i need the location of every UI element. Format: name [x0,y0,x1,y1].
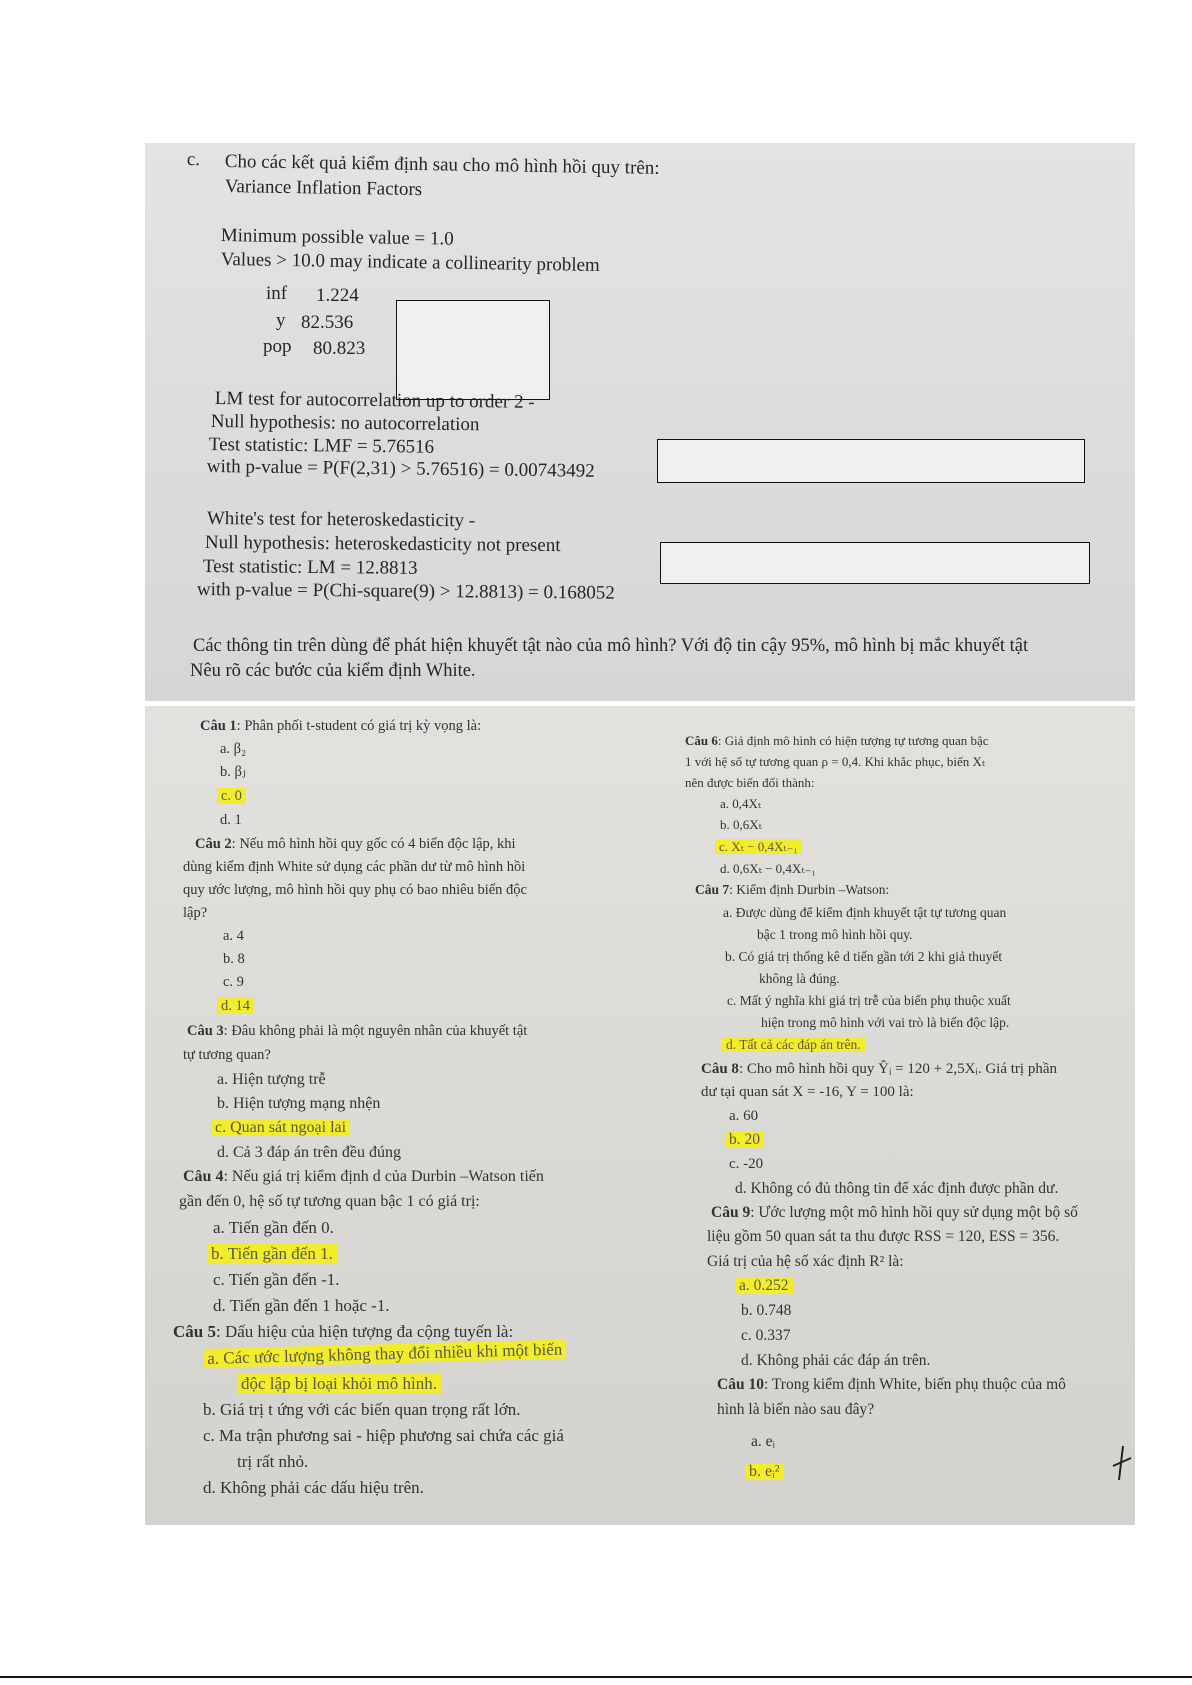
option-c-highlighted[interactable]: c. 0 [217,788,246,805]
lm-pvalue: with p-value = P(F(2,31) > 5.76516) = 0.00743492 [206,456,595,482]
vif-name: inf [266,283,288,304]
option-c[interactable]: c. -20 [729,1156,764,1172]
question-6: Câu 6: Giả định mô hình có hiện tượng tự tương quan bậc [685,733,989,748]
question-3: Câu 3: Đâu không phải là một nguyên nhân của khuyết tật [187,1023,528,1039]
question-5: Câu 5: Dấu hiệu của hiện tượng đa cộng tuyến là: [173,1322,514,1341]
option-c[interactable]: c. Tiến gần đến -1. [213,1270,340,1289]
option-a[interactable]: a. Hiện tượng trễ [217,1071,326,1088]
pen-mark-icon [1109,1444,1135,1484]
option-d[interactable]: d. 1 [220,812,242,828]
option-b[interactable]: b. 8 [223,951,245,967]
vif-value: 82.536 [301,312,354,333]
option-c[interactable]: c. Ma trận phương sai - hiệp phương sai chứa các giá [203,1426,564,1445]
option-b[interactable]: b. Hiện tượng mạng nhện [217,1095,381,1112]
option-b-highlighted[interactable]: b. Tiến gần đến 1. [207,1244,337,1264]
vif-value: 80.823 [313,338,366,359]
page-edge [1135,706,1141,1525]
vif-note: Values > 10.0 may indicate a collinearity problem [220,249,600,276]
question-text: quy ước lượng, mô hình hồi quy phụ có bao nhiêu biến độc [183,882,527,898]
option-b[interactable]: b. Có giá trị thống kê d tiến gần tới 2 khi giả thuyết [725,949,1003,964]
question-text: 1 với hệ số tự tương quan ρ = 0,4. Khi khắc phục, biến Xₜ [685,754,986,769]
question-text: liệu gồm 50 quan sát ta thu được RSS = 120, ESS = 356. [707,1228,1060,1245]
option-c-highlighted[interactable]: c. Xₜ − 0,4Xₜ₋₁ [715,839,802,855]
option-a-continued: bậc 1 trong mô hình hồi quy. [757,927,913,942]
option-d[interactable]: d. 0,6Xₜ − 0,4Xₜ₋₁ [720,861,816,876]
lm-title: LM test for autocorrelation up to order 2 - [214,388,535,413]
question-text: gần đến 0, hệ số tự tương quan bậc 1 có giá trị: [179,1193,480,1210]
question-1: Câu 1: Phân phối t-student có giá trị kỳ vọng là: [200,718,482,734]
option-a[interactable]: a. Tiến gần đến 0. [213,1218,334,1237]
option-c[interactable]: c. 0.337 [741,1327,791,1344]
option-b-highlighted[interactable]: b. 20 [725,1131,764,1149]
exercise-label: c. [186,149,201,171]
question-8: Câu 8: Cho mô hình hồi quy Ŷᵢ = 120 + 2,5Xᵢ. Giá trị phần [701,1061,1057,1077]
question-text: hình là biến nào sau đây? [717,1401,875,1418]
option-a-continued: độc lập bị loại khỏi mô hình. [237,1374,441,1394]
vif-min: Minimum possible value = 1.0 [220,225,454,250]
option-b-highlighted[interactable]: b. eᵢ² [745,1463,784,1481]
option-d[interactable]: d. Cả 3 đáp án trên đều đúng [217,1144,401,1161]
option-b[interactable]: b. Giá trị t ứng với các biến quan trọng rất lớn. [203,1400,521,1419]
option-d-highlighted[interactable]: d. Tất cả các đáp án trên. [722,1037,865,1053]
option-c[interactable]: c. 9 [223,974,244,990]
lm-stat: Test statistic: LMF = 5.76516 [208,434,435,458]
vif-name: pop [263,336,292,357]
question-text: tự tương quan? [183,1047,271,1063]
option-d[interactable]: d. Không phải các dấu hiệu trên. [203,1478,424,1497]
white-pvalue: with p-value = P(Chi-square(9) > 12.8813) = 0.168052 [196,579,615,604]
option-a-highlighted[interactable]: a. Các ước lượng không thay đổi nhiều khi một biến [203,1339,567,1368]
option-b[interactable]: b. βⱼ [220,764,246,780]
white-title: White's test for heteroskedasticity - [206,508,476,532]
photo-exercise-c [145,143,1142,701]
option-b[interactable]: b. 0.748 [741,1302,792,1319]
question-text: dư tại quan sát X = -16, Y = 100 là: [701,1084,914,1100]
vif-value: 1.224 [316,285,359,306]
question-10: Câu 10: Trong kiểm định White, biến phụ thuộc của mô [717,1376,1066,1393]
white-stat: Test statistic: LM = 12.8813 [202,556,418,579]
photo-quiz [145,706,1141,1525]
question-2: Câu 2: Nếu mô hình hồi quy gốc có 4 biến độc lập, khi [195,836,516,852]
white-null: Null hypothesis: heteroskedasticity not present [204,532,561,557]
option-c-highlighted[interactable]: c. Quan sát ngoại lai [211,1119,350,1137]
question-7: Câu 7: Kiểm định Durbin –Watson: [695,882,890,897]
option-c[interactable]: c. Mất ý nghĩa khi giá trị trễ của biến phụ thuộc xuất [727,993,1011,1008]
question-text: dùng kiểm định White sử dụng các phần dư từ mô hình hồi [183,859,526,875]
option-d[interactable]: d. Không phải các đáp án trên. [741,1352,931,1369]
option-d-highlighted[interactable]: d. 14 [217,998,254,1015]
question-text: nên được biến đổi thành: [685,775,815,790]
answer-box[interactable] [660,542,1090,584]
option-d[interactable]: d. Không có đủ thông tin để xác định được phần dư. [735,1180,1059,1197]
option-a[interactable]: a. Được dùng để kiểm định khuyết tật tự tương quan [723,905,1007,920]
vif-name: y [276,310,286,331]
question-9: Câu 9: Ước lượng một mô hình hồi quy sử dụng một bộ số [711,1204,1078,1221]
lm-null: Null hypothesis: no autocorrelation [210,411,480,436]
page-edge [1135,143,1142,701]
option-a[interactable]: a. 4 [223,928,244,944]
exercise-question: Các thông tin trên dùng để phát hiện khuyết tật nào của mô hình? Với độ tin cậy 95%, mô hình bị mắc khuyết tật [193,636,1029,656]
option-c-continued: hiện trong mô hình với vai trò là biến độc lập. [761,1015,1010,1030]
option-a[interactable]: a. 60 [729,1108,759,1124]
option-a[interactable]: a. β₂ [220,741,247,757]
option-a[interactable]: a. 0,4Xₜ [720,796,762,811]
question-text: Giá trị của hệ số xác định R² là: [707,1253,904,1270]
question-4: Câu 4: Nếu giá trị kiểm định d của Durbin –Watson tiến [183,1168,544,1185]
option-d[interactable]: d. Tiến gần đến 1 hoặc -1. [213,1296,390,1315]
answer-box[interactable] [396,300,550,400]
option-c-continued: trị rất nhỏ. [237,1452,309,1471]
option-a-highlighted[interactable]: a. 0.252 [735,1277,793,1295]
option-a[interactable]: a. eᵢ [751,1433,776,1450]
exercise-question-steps: Nêu rõ các bước của kiểm định White. [190,661,476,681]
option-b[interactable]: b. 0,6Xₜ [720,817,762,832]
exercise-intro: Cho các kết quả kiểm định sau cho mô hình hồi quy trên: [224,151,660,179]
question-text: lập? [183,905,208,921]
answer-box[interactable] [657,439,1085,483]
option-b-continued: không là đúng. [759,971,840,986]
vif-title: Variance Inflation Factors [224,176,423,201]
footer-rule [0,1676,1192,1678]
